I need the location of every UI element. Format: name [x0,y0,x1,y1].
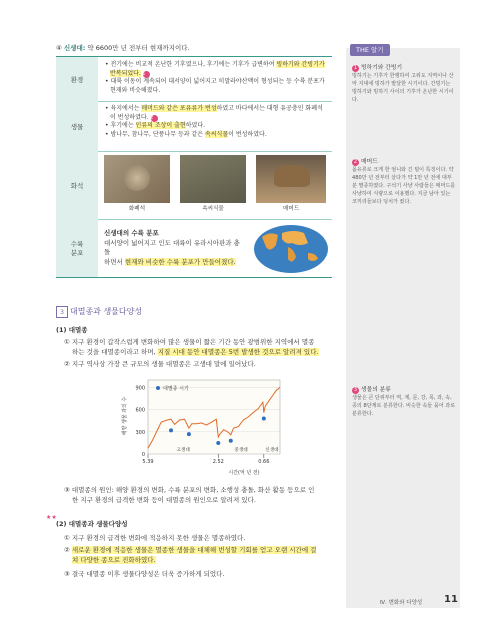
y-axis-label: 해양 생물 과의 수 [122,396,128,436]
extinction-point [169,428,173,432]
paragraph-6: ③ 결국 대멸종 이후 생물다양성은 더욱 증가하게 되었다. [64,570,225,578]
row-fossil [56,151,332,220]
bullet-text: 매머드와 같은 포유류가 번성 [141,105,217,112]
extinction-point [262,417,266,421]
note-marker: 1 [143,71,150,78]
bullet-text: 이 번성하였다. [228,130,267,138]
paragraph-5: ② 새로운 환경에 적응한 생물은 멸종한 생물을 대체해 번성할 기회를 얻고 오랜 시간에 걸 쳐 다양한 종으로 진화하였다. [64,546,317,564]
sidebar-header: THE 알기 [350,44,390,56]
footer-section: Ⅳ. 변화와 다양성 [380,600,423,606]
row-land-distribution [56,219,332,277]
row-head: 환경 [56,57,98,101]
bullet-item: • 대륙 이동이 계속되어 대서양이 넓어지고 히말라야산맥이 형성되는 등 수륙 분포가 현재와 비슷해졌다. [105,78,325,94]
row-head: 생물 [56,101,98,151]
section-number: 3 [56,306,68,318]
bullet-text: 대륙 이동이 계속되어 대서양이 넓어지고 히말라야산맥이 형성되는 등 수륙 분포가 현재와 비슷해졌다. [110,78,325,94]
land-text: 현재와 비슷한 수륙 분포가 만들어졌다. [124,257,236,266]
sidebar-note-2: 2 매머드 몸유류로 크게 한 엄니와 긴 털이 특징이다. 약 480만 년 전부터 살다가 약 1만 년 전에 대부분 멸종하였다. 구석기 사냥 사람들은 매머드를 사냥하여 식량으로 이용했다. 지금 남아 있는 코끼리들보다 덩치가 컸다. [352,159,456,205]
bullet-item: • 전기에는 비교적 온난한 기후였으나, 후기에는 기후가 급변하여 빙하기와 간빙기가 반복되었다.1 [105,61,325,77]
legend-label: 대멸종 시기 [163,386,189,392]
bullet-item: • 육지에서는 매머드와 같은 포유류가 번성하였고 바다에서는 대형 유공충인 화폐석이 번성하였다.2 [105,105,323,121]
world-map [252,223,330,275]
cenozoic-intro: ④ 신생대: 약 6600만 년 전부터 현재까지이다. [56,44,190,52]
land-text: 신생대의 수륙 분포 [104,229,159,237]
page-number: 11 [444,594,458,605]
bullet-text: 빙하기와 간빙기가 반복되었다. [110,61,325,77]
legend-marker [156,386,160,390]
land-text: 하면서 [104,257,125,266]
bullet-text: 하였고 바다에서는 대형 유공충인 화폐석이 번성하였다. [110,105,323,121]
subheading-mass-extinction: (1) 대멸종 [56,326,88,334]
bullet-item: • 후기에는 인류의 조상이 출현하였다. [105,122,206,129]
extinction-chart [118,372,288,480]
paragraph-1: ① 지구 환경이 갑작스럽게 변화하여 많은 생물이 짧은 기간 동안 광범위한 지역에서 멸종 하는 것을 대멸종이라고 하며, 지질 시대 동안 대멸종은 5번 발생한 것으로 알려져 있다. [64,338,319,356]
sidebar [346,48,460,608]
x-axis-label: 시간(억 년 전) [228,470,260,476]
land-text: 대서양이 넓어지고 인도 대륙이 유라시아판과 충돌 [104,238,240,256]
fossil-caption: 속씨식물 [202,206,224,212]
y-tick-label: 300 [135,429,145,436]
sidebar-note-3: 3 생물의 분류 생물은 큰 단위부터 역, 계, 문, 강, 목, 과, 속, 종의 8단계로 분류한다. 비슷한 속들 묶어 과로 분류한다. [352,387,456,417]
extinction-point [229,439,233,443]
row-head: 화석 [56,151,98,219]
bullet-text: 육지에서는 [110,105,142,112]
era-label: 중생대 [234,448,248,453]
row-life [56,101,332,152]
extinction-point [187,432,191,436]
bullet-text: 후기에는 [110,122,136,129]
row-head: 수륙 분포 [56,219,98,277]
x-tick-label: 5.39 [142,459,154,465]
era-label: 고생대 [176,448,190,453]
fossil-caption: 매머드 [282,206,300,212]
angiosperm-photo [180,155,246,203]
y-tick-label: 900 [135,385,145,392]
paragraph-2: ② 지구 역사상 가장 큰 규모의 생물 대멸종은 고생대 말에 일어났다. [64,360,256,368]
subheading-biodiversity: (2) 대멸종과 생물다양성 [56,520,128,528]
note-marker: 2 [151,115,158,122]
era-label: 신생대 [265,448,279,453]
bullet-text: 인류의 조상이 출현 [135,122,186,129]
y-tick-label: 600 [135,407,145,414]
bullet-text: 밤나무, 참나무, 단풍나무 등과 같은 [110,130,205,138]
paragraph-3: ③ 대멸종의 원인: 해양 환경의 변화, 수륙 분포의 변화, 소행성 충돌, 화산 활동 등으로 인 한 지구 환경의 급격한 변화 등이 대멸종의 원인으로 알려져 있다. [64,486,315,504]
star-icon: ★★ [46,514,57,521]
y-tick-label: 0 [141,452,145,458]
mammoth-photo [256,155,326,203]
section-title: 대멸종과 생물다양성 [70,307,143,316]
row-environment [56,57,332,102]
sidebar-note-1: 1 빙하기와 간빙기 빙하기는 기후가 한랭하여 고위도 지역이나 산악 지대에 빙하가 발달한 시기이다. 간빙기는 빙하기와 빙하기 사이의 기후가 온난한 시기이다. [352,65,454,103]
bullet-text: 전기에는 비교적 온난한 기후였으나, 후기에는 기후가 급변하여 [110,61,277,68]
cenozoic-table [56,56,332,278]
bullet-text: 속씨식물 [204,130,229,138]
fossil-caption: 화폐석 [128,206,146,212]
bullet-item: • 밤나무, 참나무, 단풍나무 등과 같은 속씨식물이 번성하였다. [105,130,267,138]
nummulite-photo [104,155,170,203]
extinction-point [216,441,220,445]
x-tick-label: 2.52 [212,459,224,465]
bullet-text: 하였다. [185,122,206,129]
paragraph-4: ① 지구 환경의 급격한 변화에 적응하지 못한 생물은 멸종하였다. [64,534,246,542]
x-tick-label: 0.66 [258,459,270,465]
